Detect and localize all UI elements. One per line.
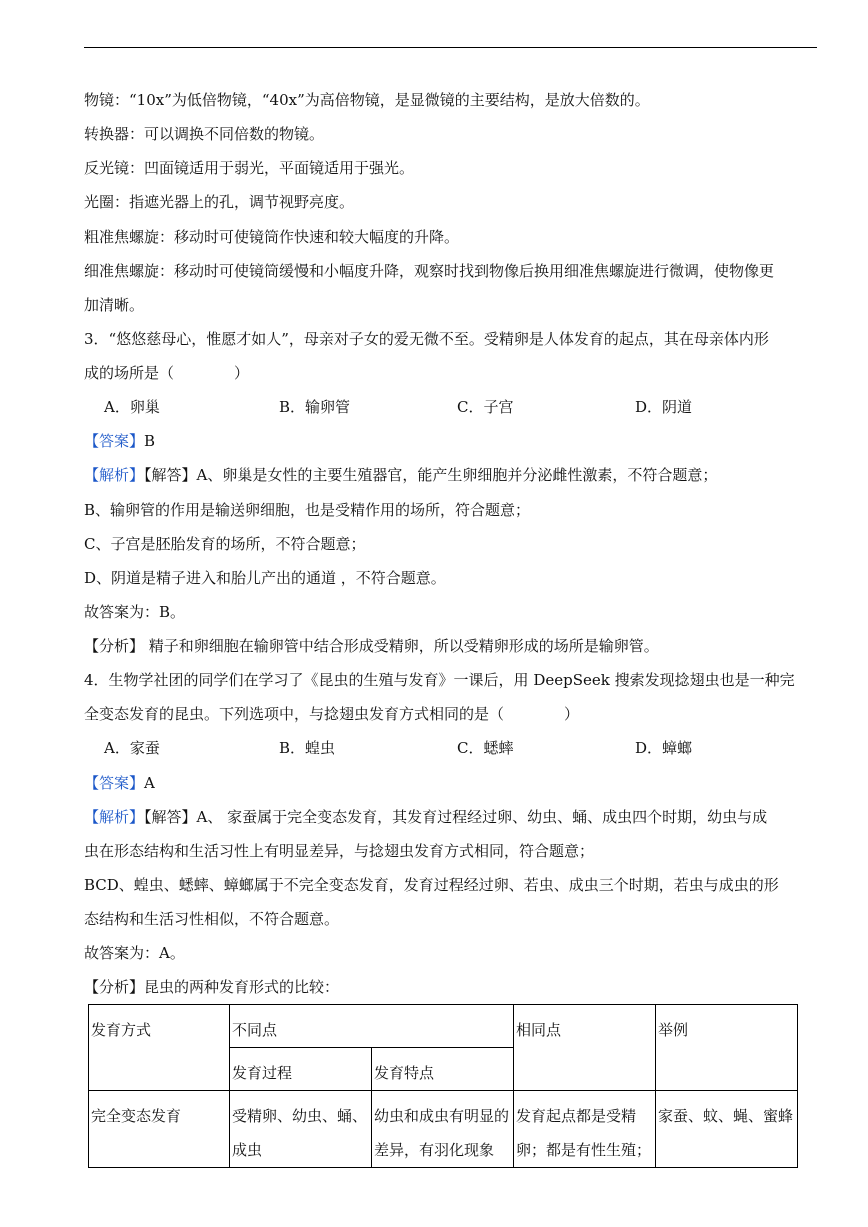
header-examples: 举例	[656, 1005, 798, 1091]
question-3-answer	[84, 431, 155, 451]
answer-value: B	[144, 432, 156, 450]
analysis-line: 态结构和生活习性相似，不符合题意。	[84, 910, 340, 928]
analysis-tag: 【解析】	[84, 466, 145, 484]
question-3-option-d: D．阴道	[635, 398, 693, 416]
header-features: 发育特点	[372, 1048, 514, 1091]
question-3-stem: 成的场所是（ ）	[84, 364, 250, 382]
analysis-text: 【解答】A、 家蚕属于完全变态发育，其发育过程经过卵、幼虫、蛹、成虫四个时期，幼虫与成	[144, 808, 768, 826]
question-3-stem: 3．“悠悠慈母心，惟愿才如人”，母亲对子女的爱无微不至。受精卵是人体发育的起点，其在母亲体内形	[84, 330, 769, 348]
header-rule	[84, 47, 817, 48]
text-line: 转换器：可以调换不同倍数的物镜。	[84, 125, 325, 143]
text-line: 细准焦螺旋：移动时可使镜筒缓慢和小幅度升降，观察时找到物像后换用细准焦螺旋进行微调，使物像更	[84, 262, 775, 280]
text-line: 加清晰。	[84, 296, 145, 314]
question-3-option-b: B．输卵管	[279, 398, 351, 416]
question-3-option-c: C．子宫	[457, 398, 514, 416]
question-3-option-a: A．卵巢	[104, 398, 160, 416]
text-line: 粗准焦螺旋：移动时可使镜筒作快速和较大幅度的升降。	[84, 228, 460, 246]
analysis-line: 【分析】 精子和卵细胞在输卵管中结合形成受精卵，所以受精卵形成的场所是输卵管。	[84, 637, 659, 655]
text-line: 物镜：“10x”为低倍物镜，“40x”为高倍物镜，是显微镜的主要结构，是放大倍数的。	[84, 91, 650, 109]
answer-tag: 【答案】	[84, 432, 145, 450]
analysis-line: B、输卵管的作用是输送卵细胞，也是受精作用的场所，符合题意；	[84, 501, 531, 519]
analysis-line: 故答案为：A。	[84, 944, 185, 962]
text-line: 光圈：指遮光器上的孔，调节视野亮度。	[84, 193, 355, 211]
question-4-option-d: D．蟑螂	[635, 739, 693, 757]
cell-process: 受精卵、幼虫、蛹、成虫	[230, 1091, 372, 1168]
question-4-analysis	[84, 807, 767, 827]
analysis-line: BCD、蝗虫、蟋蟀、蟑螂属于不完全变态发育，发育过程经过卵、若虫、成虫三个时期，若虫与成虫的形	[84, 876, 779, 894]
cell-examples: 家蚕、蚊、蝇、蜜蜂	[656, 1091, 798, 1168]
answer-tag: 【答案】	[84, 774, 145, 792]
analysis-line: 故答案为：B。	[84, 603, 186, 621]
analysis-text: 【解答】A、卵巢是女性的主要生殖器官，能产生卵细胞并分泌雌性激素，不符合题意；	[144, 466, 718, 484]
question-4-stem: 4．生物学社团的同学们在学习了《昆虫的生殖与发育》一课后，用 DeepSeek 搜索发现捻翅虫也是一种完	[84, 671, 795, 689]
header-process: 发育过程	[230, 1048, 372, 1091]
answer-value: A	[144, 774, 155, 792]
question-4-option-c: C．蟋蟀	[457, 739, 514, 757]
analysis-line: D、阴道是精子进入和胎儿产出的通道 ，不符合题意。	[84, 569, 446, 587]
header-differences: 不同点	[230, 1005, 514, 1048]
header-development-mode: 发育方式	[89, 1005, 230, 1091]
analysis-tag: 【解析】	[84, 808, 145, 826]
analysis-line: 虫在形态结构和生活习性上有明显差异，与捻翅虫发育方式相同，符合题意；	[84, 842, 595, 860]
question-4-option-a: A．家蚕	[104, 739, 160, 757]
analysis-line: C、子宫是胚胎发育的场所，不符合题意；	[84, 535, 366, 553]
question-3-analysis	[84, 465, 717, 485]
question-4-option-b: B．蝗虫	[279, 739, 336, 757]
cell-mode: 完全变态发育	[89, 1091, 230, 1168]
question-4-stem: 全变态发育的昆虫。下列选项中，与捻翅虫发育方式相同的是（ ）	[84, 705, 580, 723]
cell-similarities: 发育起点都是受精卵；都是有性生殖；	[514, 1091, 656, 1168]
text-line: 反光镜：凹面镜适用于弱光，平面镜适用于强光。	[84, 159, 415, 177]
question-4-answer	[84, 773, 155, 793]
header-similarities: 相同点	[514, 1005, 656, 1091]
comparison-table	[88, 1004, 798, 1168]
analysis-line: 【分析】昆虫的两种发育形式的比较：	[84, 978, 340, 996]
cell-features: 幼虫和成虫有明显的差异，有羽化现象	[372, 1091, 514, 1168]
